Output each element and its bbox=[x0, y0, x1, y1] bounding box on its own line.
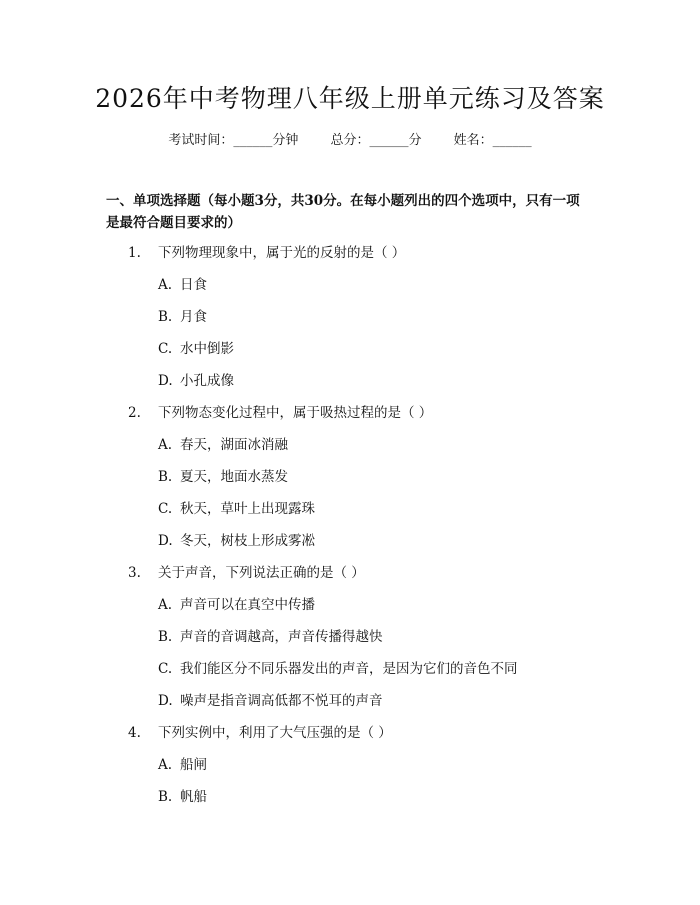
option-letter: C. bbox=[158, 661, 173, 677]
option-letter: B. bbox=[158, 309, 173, 325]
option-text: 夏天，地面水蒸发 bbox=[180, 469, 288, 485]
exam-time: 考试时间：______分钟 bbox=[168, 133, 299, 148]
option-letter: D. bbox=[158, 533, 173, 549]
option-letter: D. bbox=[158, 373, 173, 389]
option-text: 我们能区分不同乐器发出的声音，是因为它们的音色不同 bbox=[180, 661, 518, 677]
option-letter: A. bbox=[158, 757, 173, 773]
question-4 bbox=[128, 723, 608, 743]
question-text: 关于声音，下列说法正确的是（ ） bbox=[158, 565, 365, 581]
option-text: 声音的音调越高，声音传播得越快 bbox=[180, 629, 383, 645]
option-letter: D. bbox=[158, 693, 173, 709]
question-text: 下列实例中，利用了大气压强的是（ ） bbox=[158, 725, 392, 741]
option-2a bbox=[158, 435, 618, 455]
exam-info bbox=[0, 131, 700, 151]
question-1 bbox=[128, 243, 608, 263]
total-score: 总分：______分 bbox=[330, 133, 422, 148]
question-number: 3. bbox=[128, 565, 141, 581]
option-4b bbox=[158, 787, 618, 807]
option-1c bbox=[158, 339, 618, 359]
option-text: 冬天，树枝上形成雾凇 bbox=[180, 533, 315, 549]
option-letter: A. bbox=[158, 437, 173, 453]
option-3c bbox=[158, 659, 618, 679]
section-heading bbox=[106, 190, 606, 234]
option-text: 帆船 bbox=[180, 789, 207, 805]
option-3a bbox=[158, 595, 618, 615]
option-2b bbox=[158, 467, 618, 487]
option-text: 小孔成像 bbox=[180, 373, 234, 389]
option-3b bbox=[158, 627, 618, 647]
option-letter: B. bbox=[158, 629, 173, 645]
question-text: 下列物态变化过程中，属于吸热过程的是（ ） bbox=[158, 405, 433, 421]
student-name: 姓名：______ bbox=[453, 133, 532, 148]
section-heading-line1: 一、单项选择题（每小题3分，共30分。在每小题列出的四个选项中，只有一项 bbox=[106, 193, 580, 209]
question-2 bbox=[128, 403, 608, 423]
option-text: 月食 bbox=[180, 309, 207, 325]
option-letter: B. bbox=[158, 789, 173, 805]
option-1d bbox=[158, 371, 618, 391]
option-letter: A. bbox=[158, 277, 173, 293]
option-text: 声音可以在真空中传播 bbox=[180, 597, 315, 613]
question-number: 4. bbox=[128, 725, 141, 741]
option-text: 秋天，草叶上出现露珠 bbox=[180, 501, 315, 517]
option-1b bbox=[158, 307, 618, 327]
option-text: 春天，湖面冰消融 bbox=[180, 437, 288, 453]
option-2d bbox=[158, 531, 618, 551]
option-letter: A. bbox=[158, 597, 173, 613]
option-3d bbox=[158, 691, 618, 711]
option-4a bbox=[158, 755, 618, 775]
question-3 bbox=[128, 563, 608, 583]
option-letter: C. bbox=[158, 501, 173, 517]
option-2c bbox=[158, 499, 618, 519]
option-letter: C. bbox=[158, 341, 173, 357]
option-1a bbox=[158, 275, 618, 295]
option-text: 水中倒影 bbox=[180, 341, 234, 357]
option-text: 日食 bbox=[180, 277, 207, 293]
question-number: 1. bbox=[128, 245, 141, 261]
section-heading-line2: 是最符合题目要求的） bbox=[106, 215, 241, 231]
question-text: 下列物理现象中，属于光的反射的是（ ） bbox=[158, 245, 406, 261]
question-number: 2. bbox=[128, 405, 141, 421]
option-text: 船闸 bbox=[180, 757, 207, 773]
page-title: 2026年中考物理八年级上册单元练习及答案 bbox=[95, 84, 605, 113]
option-letter: B. bbox=[158, 469, 173, 485]
option-text: 噪声是指音调高低都不悦耳的声音 bbox=[180, 693, 383, 709]
